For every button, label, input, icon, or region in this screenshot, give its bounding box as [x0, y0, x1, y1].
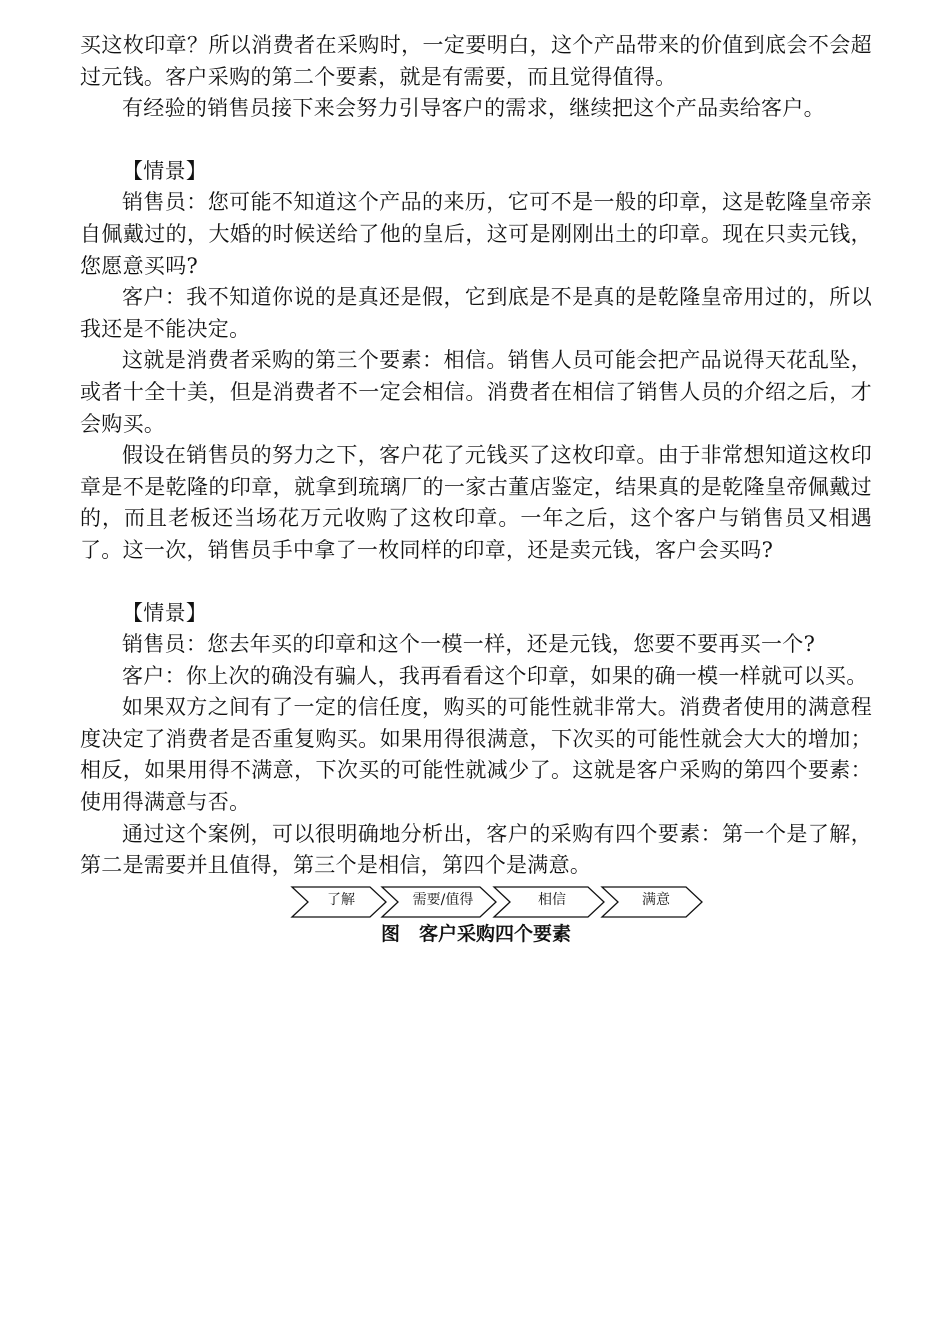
- flow-step-4-label: 满意: [642, 891, 670, 908]
- purchase-elements-flow: [80, 884, 872, 920]
- paragraph-5: 如果双方之间有了一定的信任度，购买的可能性就非常大。消费者使用的满意程度决定了消费者是否重复购买。如果用得很满意，下次买的可能性就会大大的增加；相反，如果用得不满意，下次买的可能性就减少了。这就是客户采购的第四个要素：使用得满意与否。: [80, 695, 872, 815]
- scene-2-heading: 【情景】: [122, 600, 208, 625]
- scene-1-customer-line: 客户：我不知道你说的是真还是假，它到底是不是真的是乾隆皇帝用过的，所以我还是不能决定。: [80, 285, 872, 341]
- flow-step-2-label: 需要/值得: [412, 891, 474, 908]
- scene-2-customer-line: 客户：你上次的确没有骗人，我再看看这个印章，如果的确一模一样就可以买。: [122, 663, 868, 688]
- paragraph-3: 这就是消费者采购的第三个要素：相信。销售人员可能会把产品说得天花乱坠，或者十全十美，但是消费者不一定会相信。消费者在相信了销售人员的介绍之后，才会购买。: [80, 348, 872, 436]
- flow-step-3-label: 相信: [538, 891, 566, 908]
- paragraph-1: 买这枚印章？所以消费者在采购时，一定要明白，这个产品带来的价值到底会不会超过元钱。客户采购的第二个要素，就是有需要，而且觉得值得。: [80, 33, 872, 89]
- scene-2-seller-line: 销售员：您去年买的印章和这个一模一样，还是元钱，您要不要再买一个?: [122, 632, 816, 657]
- paragraph-4: 假设在销售员的努力之下，客户花了元钱买了这枚印章。由于非常想知道这枚印章是不是乾隆的印章，就拿到琉璃厂的一家古董店鉴定，结果真的是乾隆皇帝佩戴过的，而且老板还当场花万元收购了这枚印章。一年之后，这个客户与销售员又相遇了。这一次，销售员手中拿了一枚同样的印章，还是卖元钱，客户会买吗?: [80, 443, 872, 562]
- document-page: [80, 30, 872, 948]
- paragraph-6: 通过这个案例，可以很明确地分析出，客户的采购有四个要素：第一个是了解，第二是需要并且值得，第三个是相信，第四个是满意。: [80, 821, 872, 878]
- scene-1-heading: 【情景】: [122, 158, 208, 183]
- paragraph-2: 有经验的销售员接下来会努力引导客户的需求，继续把这个产品卖给客户。: [122, 96, 825, 121]
- figure-caption: 图 客户采购四个要素: [380, 922, 571, 945]
- flow-step-1-label: 了解: [327, 891, 355, 908]
- scene-1-seller-line: 销售员：您可能不知道这个产品的来历，它可不是一般的印章，这是乾隆皇帝亲自佩戴过的，大婚的时候送给了他的皇后，这可是刚刚出土的印章。现在只卖元钱，您愿意买吗?: [80, 190, 872, 278]
